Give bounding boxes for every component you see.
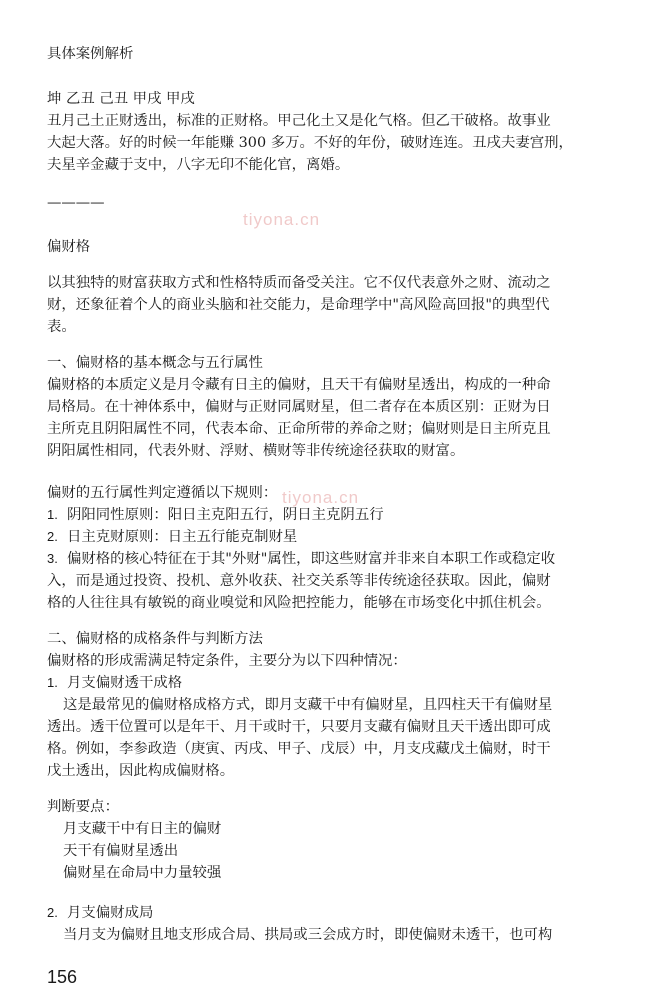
section-heading: 具体案例解析: [47, 46, 134, 62]
list-item: [47, 548, 555, 570]
paragraph-line: 大起大落。好的时候一年能赚 300 多万。不好的年份，破财连连。丑戌夫妻宫刑，: [47, 135, 573, 151]
list-item-text: 阴阳同性原则：阳日主克阳五行，阴日主克阴五行: [67, 507, 384, 523]
paragraph-line: 丑月己土正财透出，标准的正财格。甲己化土又是化气格。但乙干破格。故事业: [47, 113, 551, 129]
paragraph-line: 这是最常见的偏财格成格方式，即月支藏干中有偏财星，且四柱天干有偏财星: [63, 697, 553, 713]
list-item: [47, 672, 182, 694]
paragraph-line: 阴阳属性相同，代表外财、浮财、横财等非传统途径获取的财富。: [47, 443, 465, 459]
list-item-text: 月支偏财成局: [67, 905, 154, 921]
list-number: 1.: [47, 675, 58, 690]
bazi-chart-line: 坤 乙丑 己丑 甲戌 甲戌: [47, 91, 195, 107]
paragraph-line: 当月支为偏财且地支形成合局、拱局或三会成方时，即使偏财未透干，也可构: [63, 927, 553, 943]
watermark: tiyona.cn: [282, 488, 360, 507]
paragraph-line: 夫星辛金藏于支中，八字无印不能化官，离婚。: [47, 157, 350, 173]
paragraph-line: 戊土透出，因此构成偏财格。: [47, 763, 235, 779]
bullet-line: 天干有偏财星透出: [63, 843, 179, 859]
list-number: 3.: [47, 551, 58, 566]
paragraph-line: 判断要点：: [47, 799, 119, 815]
subsection-heading: 二、偏财格的成格条件与判断方法: [47, 631, 263, 647]
paragraph-line: 表。: [47, 319, 76, 335]
paragraph-line: 偏财的五行属性判定遵循以下规则：: [47, 485, 278, 501]
list-number: 2.: [47, 529, 58, 544]
paragraph-line: 主所克且阴阳属性不同，代表本命、正命所带的养命之财；偏财则是日主所克且: [47, 421, 551, 437]
paragraph-line: 以其独特的财富获取方式和性格特质而备受关注。它不仅代表意外之财、流动之: [47, 275, 551, 291]
list-number: 1.: [47, 507, 58, 522]
paragraph-line: 格的人往往具有敏锐的商业嗅觉和风险把控能力，能够在市场变化中抓住机会。: [47, 595, 551, 611]
list-item: [47, 526, 297, 548]
list-item-text: 月支偏财透干成格: [67, 675, 183, 691]
list-number: 2.: [47, 905, 58, 920]
paragraph-line: 局格局。在十神体系中，偏财与正财同属财星，但二者存在本质区别：正财为日: [47, 399, 551, 415]
list-item: [47, 902, 153, 924]
page-number: 156: [47, 967, 78, 987]
paragraph-line: 财，还象征着个人的商业头脑和社交能力，是命理学中"高风险高回报"的典型代: [47, 297, 550, 313]
paragraph-line: 偏财格的形成需满足特定条件，主要分为以下四种情况：: [47, 653, 407, 669]
list-item-text: 偏财格的核心特征在于其"外财"属性，即这些财富并非来自本职工作或稳定收: [67, 551, 556, 567]
bullet-line: 偏财星在命局中力量较强: [63, 865, 222, 881]
paragraph-line: 透出。透干位置可以是年干、月干或时干，只要月支藏有偏财且天干透出即可成: [47, 719, 551, 735]
bullet-line: 月支藏干中有日主的偏财: [63, 821, 222, 837]
paragraph-line: 入，而是通过投资、投机、意外收获、社交关系等非传统途径获取。因此，偏财: [47, 573, 551, 589]
section-heading: 偏财格: [47, 239, 91, 255]
separator-dashes: ————: [47, 195, 105, 211]
watermark: tiyona.cn: [243, 210, 321, 229]
list-item-text: 日主克财原则：日主五行能克制财星: [67, 529, 298, 545]
paragraph-line: 偏财格的本质定义是月令藏有日主的偏财，且天干有偏财星透出，构成的一种命: [47, 377, 551, 393]
paragraph-line: 格。例如，李参政造（庚寅、丙戌、甲子、戊辰）中，月支戌藏戊土偏财，时干: [47, 741, 551, 757]
subsection-heading: 一、偏财格的基本概念与五行属性: [47, 355, 263, 371]
